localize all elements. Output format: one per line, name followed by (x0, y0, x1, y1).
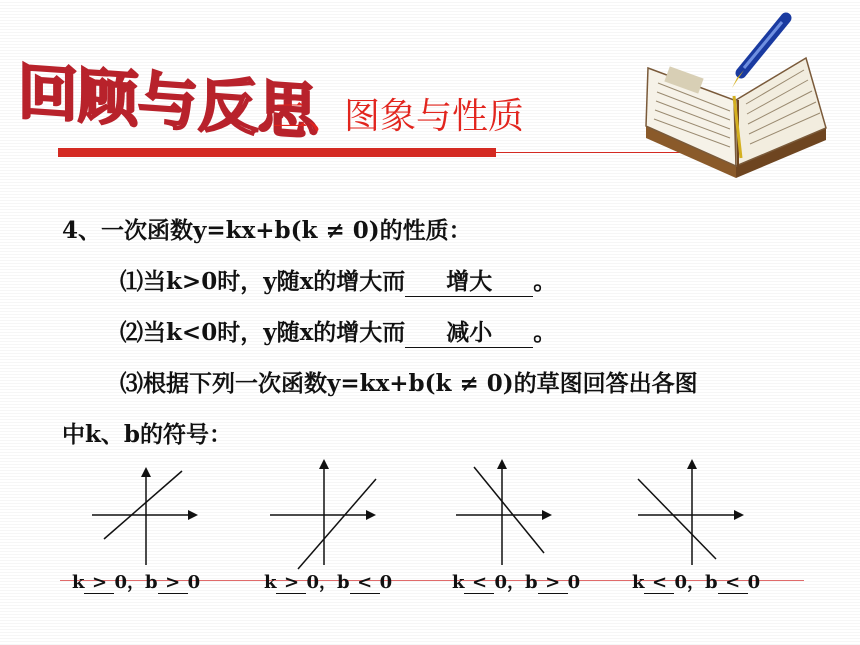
graph-4 (632, 455, 792, 570)
graph-1 (86, 455, 246, 570)
item1-suffix: 。 (533, 268, 557, 295)
b-sign: < (718, 572, 748, 594)
item2-prefix: ⑵当k<0时，y随x的增大而 (120, 319, 406, 346)
item2-suffix: 。 (533, 319, 557, 346)
b-sign: > (158, 572, 188, 594)
item1-answer: 增大 (405, 263, 533, 297)
b-label: 0，b (306, 572, 350, 593)
logo-title (14, 42, 318, 149)
item2-line (120, 314, 556, 348)
graph-4-signs (632, 568, 760, 594)
b-sign: > (538, 572, 568, 594)
heading-line: 4、一次函数y=kx+b(k ≠ 0)的性质： (62, 217, 472, 244)
k-sign: > (276, 572, 306, 594)
k-sign: < (644, 572, 674, 594)
zero-label: 0 (379, 572, 393, 593)
graph-1-signs (72, 568, 200, 594)
k-sign: > (84, 572, 114, 594)
item3-line2: 中k、b的符号： (62, 421, 233, 448)
item3-line1: ⑶根据下列一次函数y=kx+b(k ≠ 0)的草图回答出各图 (120, 370, 698, 397)
zero-label: 0 (747, 572, 761, 593)
open-book-with-pen-icon (636, 8, 836, 183)
item1-line (120, 263, 556, 297)
graph-2 (264, 455, 424, 570)
section-title: 二、图象与性质 (272, 96, 525, 137)
k-sign: < (464, 572, 494, 594)
b-sign: < (350, 572, 380, 594)
k-label: k (72, 572, 85, 593)
title-underline-bar (58, 148, 496, 157)
graph-2-signs (264, 568, 392, 594)
k-label: k (264, 572, 277, 593)
k-label: k (452, 572, 465, 593)
graph-3 (440, 455, 600, 570)
b-label: 0，b (114, 572, 158, 593)
b-label: 0，b (674, 572, 718, 593)
logo-text: 回顾与反思 (18, 57, 318, 149)
k-label: k (632, 572, 645, 593)
zero-label: 0 (187, 572, 201, 593)
item2-answer: 减小 (405, 314, 533, 348)
zero-label: 0 (567, 572, 581, 593)
graph-3-signs (452, 568, 580, 594)
item1-prefix: ⑴当k>0时，y随x的增大而 (120, 268, 406, 295)
b-label: 0，b (494, 572, 538, 593)
